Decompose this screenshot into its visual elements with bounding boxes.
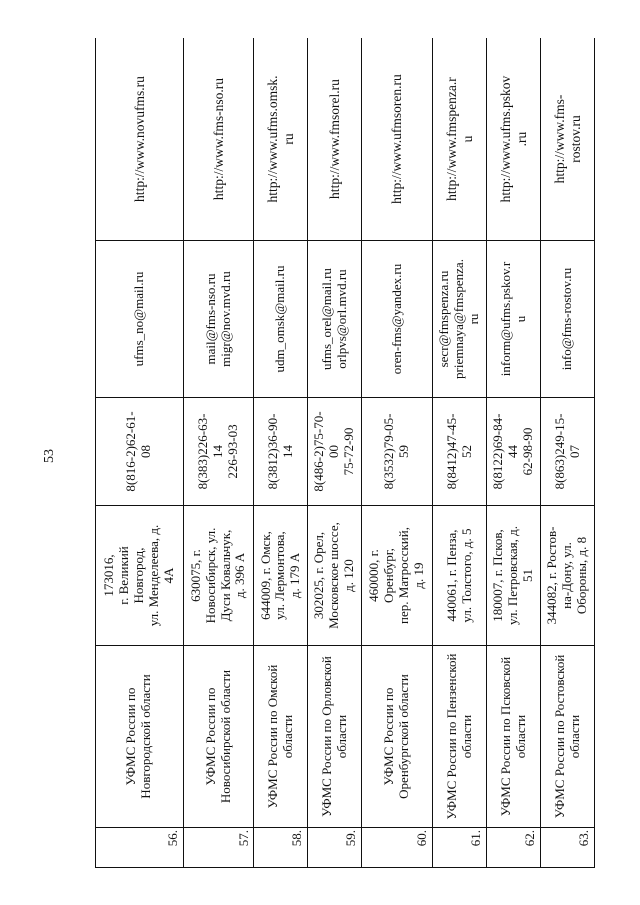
office-phone-line: 00: [326, 445, 342, 458]
row-number-cell: [433, 828, 487, 868]
office-address-line: д. 120: [341, 559, 357, 592]
office-address-line: Оренбург,: [381, 548, 397, 603]
office-name-cell: [487, 646, 541, 828]
page-number: 53: [42, 449, 57, 463]
office-address-cell: [541, 506, 595, 646]
office-name: УФМС России по Орловской области: [318, 656, 349, 817]
row-number: 60.: [414, 830, 430, 847]
office-name: УФМС России по Новгородской области: [123, 674, 154, 799]
office-address-line: 440061, г. Пенза,: [443, 529, 459, 622]
table-row: [487, 38, 541, 868]
office-name-cell: [362, 646, 433, 828]
row-number: 57.: [235, 830, 251, 847]
office-address-line: 4А: [160, 567, 176, 584]
row-number-cell: [254, 828, 308, 868]
office-email-line: oren-fms@yandex.ru: [388, 263, 404, 375]
table-row: [541, 38, 595, 868]
office-name-cell: [433, 646, 487, 828]
office-phone-line: 08: [138, 445, 154, 458]
office-email-line: mail@fms-nso.ru: [202, 273, 218, 365]
office-address-line: ул. Толстого, д. 5: [458, 528, 474, 623]
office-address-line: д. 19: [411, 562, 427, 589]
table-row: [183, 38, 254, 868]
office-website-cell: [487, 38, 541, 241]
office-address-line: ул. Менделеева, д.: [145, 524, 161, 627]
row-number-cell: [308, 828, 362, 868]
office-phone-line: 44: [505, 445, 521, 458]
office-website-cell: [96, 38, 184, 241]
row-number: 58.: [289, 830, 305, 847]
office-website-cell: [308, 38, 362, 241]
office-website-line: http://www.ufmsoren.ru: [389, 74, 405, 204]
office-address-cell: [254, 506, 308, 646]
office-name-cell: [254, 646, 308, 828]
office-website-cell: [541, 38, 595, 241]
office-website-cell: [362, 38, 433, 241]
office-website-line: http://www.ufms.omsk.: [265, 75, 281, 203]
office-email-cell: [254, 241, 308, 398]
office-email-line: migr@nov.mvd.ru: [217, 271, 233, 367]
table-row: [433, 38, 487, 868]
table-row: [362, 38, 433, 868]
office-email-cell: [96, 241, 184, 398]
office-address-line: ул. Лермонтова,: [272, 531, 288, 620]
office-phone-line: 59: [396, 445, 412, 458]
office-address-line: 630075, г.: [187, 549, 203, 602]
office-name: УФМС России по Псковской области: [497, 656, 528, 817]
office-website-line: http://www.ufms.pskov: [498, 75, 514, 203]
office-phone-line: 8(3532)79-05-: [381, 413, 397, 490]
row-number-cell: [96, 828, 184, 868]
office-address-cell: [433, 506, 487, 646]
office-phone-line: 75-72-90: [341, 427, 357, 476]
office-address-line: Новгород,: [130, 547, 146, 604]
office-phone-cell: [541, 398, 595, 506]
office-address-line: г. Великий: [115, 546, 131, 605]
table-body: [96, 38, 595, 868]
office-address-line: д. 179 А: [287, 552, 303, 599]
office-address-line: Обороны, д. 8: [573, 536, 589, 615]
table-row: [96, 38, 184, 868]
office-email-line: ru: [466, 313, 482, 325]
office-phone-line: 52: [458, 445, 474, 458]
office-email-cell: [308, 241, 362, 398]
office-email-line: priemnaya@fmspenza.: [451, 259, 467, 379]
office-email-line: ufms_orel@mail.ru: [318, 268, 334, 370]
office-address-line: д. 396 А: [232, 552, 248, 599]
office-name-cell: [183, 646, 254, 828]
office-website-line: http://www.fmspenza.r: [444, 77, 460, 201]
office-address-line: 644009, г. Омск,: [257, 531, 273, 620]
office-email-line: inform@ufms.pskov.r: [497, 261, 513, 377]
row-number: 61.: [468, 830, 484, 847]
office-address-line: 173016,: [100, 554, 116, 597]
row-number: 56.: [164, 830, 180, 847]
office-name-cell: [541, 646, 595, 828]
table-row: [254, 38, 308, 868]
table-row: [308, 38, 362, 868]
office-phone-line: 14: [279, 445, 295, 458]
office-website-line: rostov.ru: [567, 115, 583, 163]
office-address-cell: [487, 506, 541, 646]
office-email-line: info@fms-rostov.ru: [559, 267, 575, 371]
office-phone-line: 14: [210, 445, 226, 458]
office-website-line: http://www.fmsorel.ru: [327, 79, 343, 199]
office-address-line: 344082, г. Ростов-: [544, 526, 560, 625]
office-address-cell: [362, 506, 433, 646]
office-address-line: 460000, г.: [366, 549, 382, 602]
office-email-line: secr@fmspenza.ru: [436, 270, 452, 368]
office-phone-cell: [96, 398, 184, 506]
office-phone-line: 8(863)249-15-: [551, 413, 567, 490]
office-address-line: на-Дону, ул.: [559, 542, 575, 609]
fms-offices-table: [95, 38, 595, 868]
office-phone-cell: [308, 398, 362, 506]
office-name: УФМС России по Пензенской области: [443, 653, 474, 820]
office-website-line: http://www.fms-nso.ru: [210, 77, 226, 201]
office-name: УФМС России по Оренбургской области: [381, 674, 412, 799]
office-address-line: 302025, г. Орел,: [311, 531, 327, 620]
office-name-cell: [308, 646, 362, 828]
office-address-line: ул. Петровская, д.: [505, 526, 521, 625]
office-name: УФМС России по Омской области: [264, 664, 295, 809]
office-phone-line: 226-93-03: [225, 424, 241, 479]
office-address-cell: [183, 506, 254, 646]
office-address-line: пер. Матросский,: [396, 527, 412, 624]
row-number: 62.: [522, 830, 538, 847]
row-number-cell: [541, 828, 595, 868]
row-number-cell: [487, 828, 541, 868]
office-address-line: Московское шоссе,: [326, 522, 342, 629]
office-website-line: http://www.novufms.ru: [131, 76, 147, 202]
office-phone-cell: [183, 398, 254, 506]
row-number: 63.: [576, 830, 592, 847]
office-phone-line: 8(8412)47-45-: [443, 413, 459, 490]
office-phone-line: 8(3812)36-90-: [264, 413, 280, 490]
office-email-line: u: [512, 315, 528, 323]
office-phone-line: 8(383)226-63-: [195, 413, 211, 490]
office-website-cell: [433, 38, 487, 241]
office-phone-line: 62-98-90: [520, 427, 535, 476]
office-phone-cell: [362, 398, 433, 506]
office-email-cell: [433, 241, 487, 398]
office-phone-line: 8(816-2)62-61-: [123, 411, 139, 492]
office-email-cell: [487, 241, 541, 398]
row-number-cell: [183, 828, 254, 868]
office-phone-line: 07: [566, 445, 582, 458]
office-address-line: Дуси Ковальчук,: [217, 529, 233, 622]
office-phone-cell: [254, 398, 308, 506]
office-address-cell: [96, 506, 184, 646]
office-address-line: Новосибирск, ул.: [202, 527, 218, 624]
office-name: УФМС России по Новосибирской области: [202, 669, 233, 804]
office-website-cell: [183, 38, 254, 241]
office-email-line: orlpvs@orl.mvd.ru: [333, 269, 349, 369]
office-website-cell: [254, 38, 308, 241]
office-address-line: 180007, г. Псков,: [490, 529, 506, 622]
office-website-line: http://www.fms-: [551, 94, 567, 184]
office-phone-cell: [487, 398, 541, 506]
office-email-cell: [362, 241, 433, 398]
office-phone-line: 8(8122)69-84-: [490, 413, 506, 490]
row-number-cell: [362, 828, 433, 868]
office-email-line: ufms_no@mail.ru: [130, 271, 146, 367]
office-website-line: .ru: [513, 131, 529, 147]
office-address-line: 51: [520, 569, 535, 582]
office-phone-cell: [433, 398, 487, 506]
row-number: 59.: [343, 830, 359, 847]
office-name: УФМС России по Ростовской области: [551, 654, 582, 819]
office-phone-line: 8(486-2)75-70-: [311, 411, 327, 492]
office-website-line: u: [459, 135, 475, 143]
office-email-cell: [541, 241, 595, 398]
office-email-line: udm_omsk@mail.ru: [272, 265, 288, 373]
office-address-cell: [308, 506, 362, 646]
office-website-line: ru: [280, 133, 296, 145]
office-name-cell: [96, 646, 184, 828]
office-email-cell: [183, 241, 254, 398]
table-frame: [95, 38, 595, 868]
